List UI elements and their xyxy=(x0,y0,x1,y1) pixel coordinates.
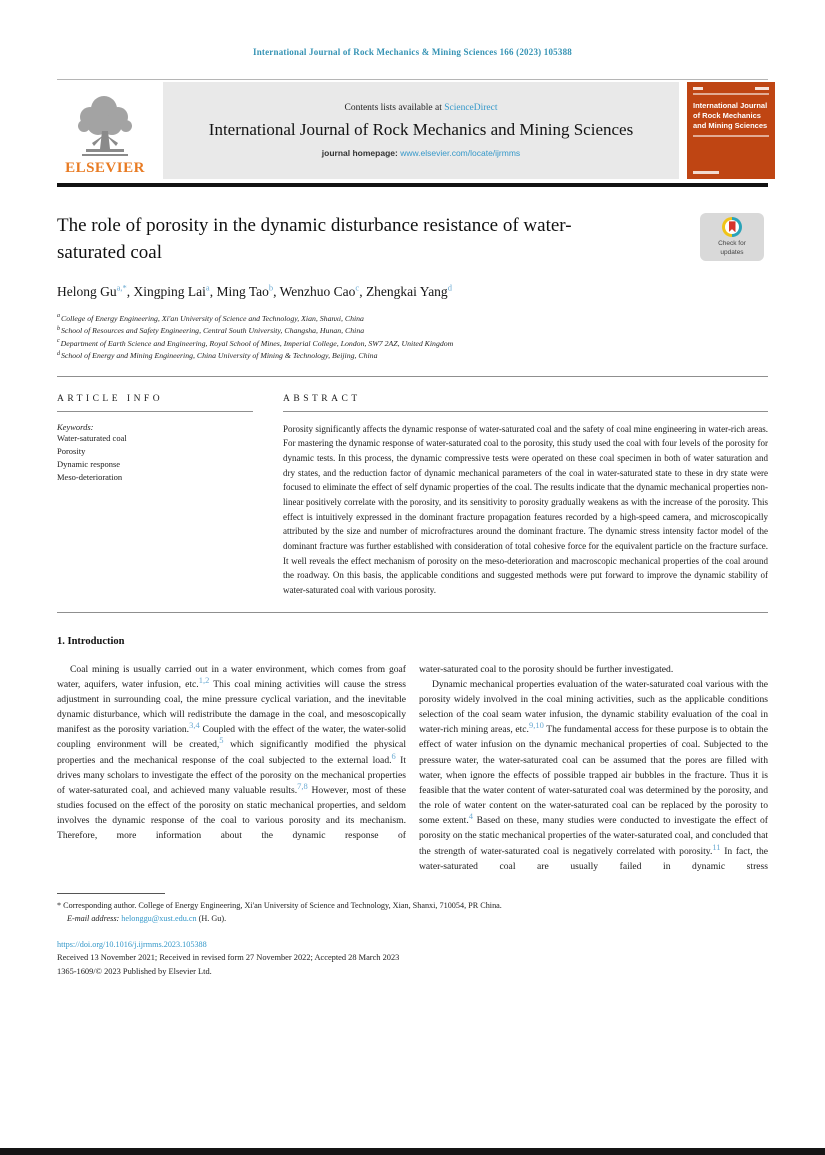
abstract-heading: ABSTRACT xyxy=(283,394,768,412)
footnote-line1 xyxy=(57,900,768,913)
elsevier-wordmark: ELSEVIER xyxy=(65,160,145,176)
affiliation-b-marker: b xyxy=(57,325,60,332)
elsevier-tree-logo xyxy=(74,93,136,159)
sciencedirect-link[interactable]: ScienceDirect xyxy=(444,103,498,113)
homepage-url-link[interactable]: www.elsevier.com/locate/ijrmms xyxy=(400,148,521,158)
info-abstract-section xyxy=(57,377,768,598)
title-row xyxy=(57,213,768,267)
email-link[interactable]: helonggu@xust.edu.cn xyxy=(121,913,197,923)
affiliation-d-text: School of Energy and Mining Engineering, China University of Mining & Technology, Beijing, China xyxy=(61,351,378,361)
section-heading-introduction: 1. Introduction xyxy=(57,635,125,647)
cover-decoration-bottom xyxy=(693,171,719,174)
footnote-text: Corresponding author. College of Energy Engineering, Xi'an University of Science and Technology, Xian, Shanxi, 710054, PR China. xyxy=(61,900,502,910)
journal-banner xyxy=(163,82,679,179)
footnote-separator xyxy=(57,893,165,894)
header-black-bar xyxy=(57,183,768,187)
homepage-prefix: journal homepage: xyxy=(321,148,401,158)
cover-title: International Journal of Rock Mechanics and Mining Sciences xyxy=(693,101,768,130)
issn-copyright: 1365-1609/© 2023 Published by Elsevier Ltd. xyxy=(57,966,212,976)
journal-title: International Journal of Rock Mechanics and Mining Sciences xyxy=(208,120,634,139)
cover-decoration-line2 xyxy=(693,135,769,137)
email-suffix: (H. Gu). xyxy=(196,913,227,923)
journal-cover-thumbnail xyxy=(687,82,775,179)
bookmark-icon xyxy=(729,221,736,232)
affiliation-c-text: Department of Earth Science and Engineering, Royal School of Mines, Imperial College, London, SW7 2AZ, United Kingdom xyxy=(60,338,454,348)
affiliation-a-text: College of Energy Engineering, Xi'an University of Science and Technology, Xian, Shanxi, China xyxy=(61,313,364,323)
author-list: Helong $Gu^{a,*}$, Xingping Lai$^a$, Ming Tao$^b$, Wenzhuo Cao$^c$, Zhengkai Yang$^d$ xyxy=(57,282,452,299)
page-bottom-edge xyxy=(0,1148,825,1155)
check-for-updates-label: Check for updates xyxy=(718,240,746,256)
article-title: The role of porosity in the dynamic disturbance resistance of water-saturated coal xyxy=(57,215,572,263)
keyword-item: Water-saturated coal xyxy=(57,432,127,443)
contents-prefix: Contents lists available at xyxy=(344,103,445,113)
affiliation-b xyxy=(57,325,768,337)
footnote-marker: * xyxy=(57,900,62,910)
intro-paragraph-1: Coal mining is usually carried out in a water environment, which comes from goaf water, aquifers, water infusion, etc.$^{1,2}$ This coal mining activities will cause the stress adjustment in surrounding coal, the mine pressure cyclical variation, and the inevitable dynamic disturbance, which will redistribute the damage in the coal, and mesoscopically manifest as the porosity variation.$^{3,4}$ Coupled with the effect of the water, the water-solid coupling environment will be created,$^5$ which significantly modified the physical properties and the mechanical response of the coal subjected to the external load.$^6$ It drives many scholars to investigate the effect of the porosity on the mechanical properties of water-saturated coal, and achieved many valuable results.$^{7,8}$ However, most of these studies focused on the effect of the porosity on static mechanical properties, and seldom involves the dynamic response of the coal to various porosity and its mechanism. Therefore, more information about the dynamic response of xyxy=(57,663,406,842)
top-divider xyxy=(57,79,768,80)
affiliation-a xyxy=(57,313,768,325)
affiliation-b-text: School of Resources and Safety Engineering, Central South University, Changsha, Hunan, China xyxy=(61,326,365,336)
affiliation-c-marker: c xyxy=(57,338,60,345)
cover-decoration-line xyxy=(693,93,769,95)
running-head: International Journal of Rock Mechanics & Mining Sciences 166 (2023) 105388 xyxy=(253,47,572,57)
abstract-text: Porosity significantly affects the dynamic response of water-saturated coal and the safety of coal mine engineering in water-rich areas. For mastering the dynamic response of water-saturated coal to the porosity, this study used the coal with four levels of the porosity for dynamic tests. In this process, the dynamic compressive tests were operated on these coal specimen in both of water saturation and dry states, and the reduction factor of dynamic mechanical parameters of the coal in water-saturated state to these in dry state were focused to eliminate the effect of self dynamic properties of the coal. The results indicate that the dynamic mechanical properties non-linear positively correlate with the porosity, and its sensitivity to porosity gradually weakens as with the increase of the porosity. This effect is intuitively expressed in the dominant fracture propagation features recorded by a high-speed camera, and microscopically attributed by the size and number of microfractures around the dominant fracture. The dynamic stress intensity factor model of the dominant fracture was further established with consideration of total cohesive force for the equivalent particle on the fracture surface. It well reveals the effect mechanism of porosity on the meso-deterioration and macroscopic mechanical properties of the coal around the roadway. On this basis, the applicable conditions and suggested methods were put forward to improve the dynamic stability of water-saturated coal with various porosity. xyxy=(283,423,768,596)
affiliation-c xyxy=(57,338,768,350)
abstract-column xyxy=(283,394,768,598)
body-column-left xyxy=(57,662,406,874)
affiliations xyxy=(57,313,768,363)
doi-link[interactable]: https://doi.org/10.1016/j.ijrmms.2023.105388 xyxy=(57,940,207,950)
contents-line xyxy=(344,103,497,113)
affiliation-a-marker: a xyxy=(57,313,60,320)
corresponding-author-footnote xyxy=(57,900,768,925)
info-box-bottom-rule xyxy=(57,612,768,613)
crossmark-icon xyxy=(722,217,742,237)
body-column-right xyxy=(419,662,768,874)
email-label: E-mail address: xyxy=(67,913,120,923)
journal-header xyxy=(57,82,775,179)
intro-paragraph-1-continuation: water-saturated coal to the porosity should be further investigated. xyxy=(419,663,674,675)
check-for-updates-button[interactable] xyxy=(700,213,764,261)
article-footer xyxy=(57,938,768,978)
cover-decoration-top xyxy=(693,87,769,90)
footnote-line2 xyxy=(57,913,768,926)
affiliation-d-marker: d xyxy=(57,350,60,357)
elsevier-logo xyxy=(57,82,153,179)
intro-paragraph-2: Dynamic mechanical properties evaluation of the water-saturated coal various with the porosity widely involved in the coal mining activities, such as the applicable conditions selection of the coal seam water infusion, the dynamic stability evaluation of the coal in water-rich mining areas, etc.$^{9,10}$ The fundamental access for these purpose is to obtain the effect of water infusion on the dynamic mechanical properties of coal. Subjected to the pressure water, the water-saturated coal can be assumed that the pores are filled with water, when ignore the effects of possible trapped air bubbles in the fracture. Thus it is feasible that the water content of water-saturated coal was determined by the porosity, and the role of water content on the water-saturated coal can be replaced by the porosity to some extent.$^4$ Based on these, many studies were conducted to investigate the effect of porosity on the static mechanical properties of the water-saturated coal, and concluded that the strength of water-saturated coal is negatively correlated with porosity.$^{11}$ In fact, the water-saturated coal are usually failed in dynamic stress xyxy=(419,678,768,872)
homepage-line xyxy=(322,148,520,158)
keywords-label: Keywords: xyxy=(57,421,94,432)
keyword-item: Porosity xyxy=(57,445,86,456)
keyword-item: Meso-deterioration xyxy=(57,472,123,483)
article-info-heading: ARTICLE INFO xyxy=(57,394,253,412)
body-columns xyxy=(57,662,768,874)
keyword-item: Dynamic response xyxy=(57,459,121,470)
affiliation-d xyxy=(57,350,768,362)
article-info-column xyxy=(57,394,283,598)
received-dates: Received 13 November 2021; Received in revised form 27 November 2022; Accepted 28 March 2023 xyxy=(57,953,400,963)
